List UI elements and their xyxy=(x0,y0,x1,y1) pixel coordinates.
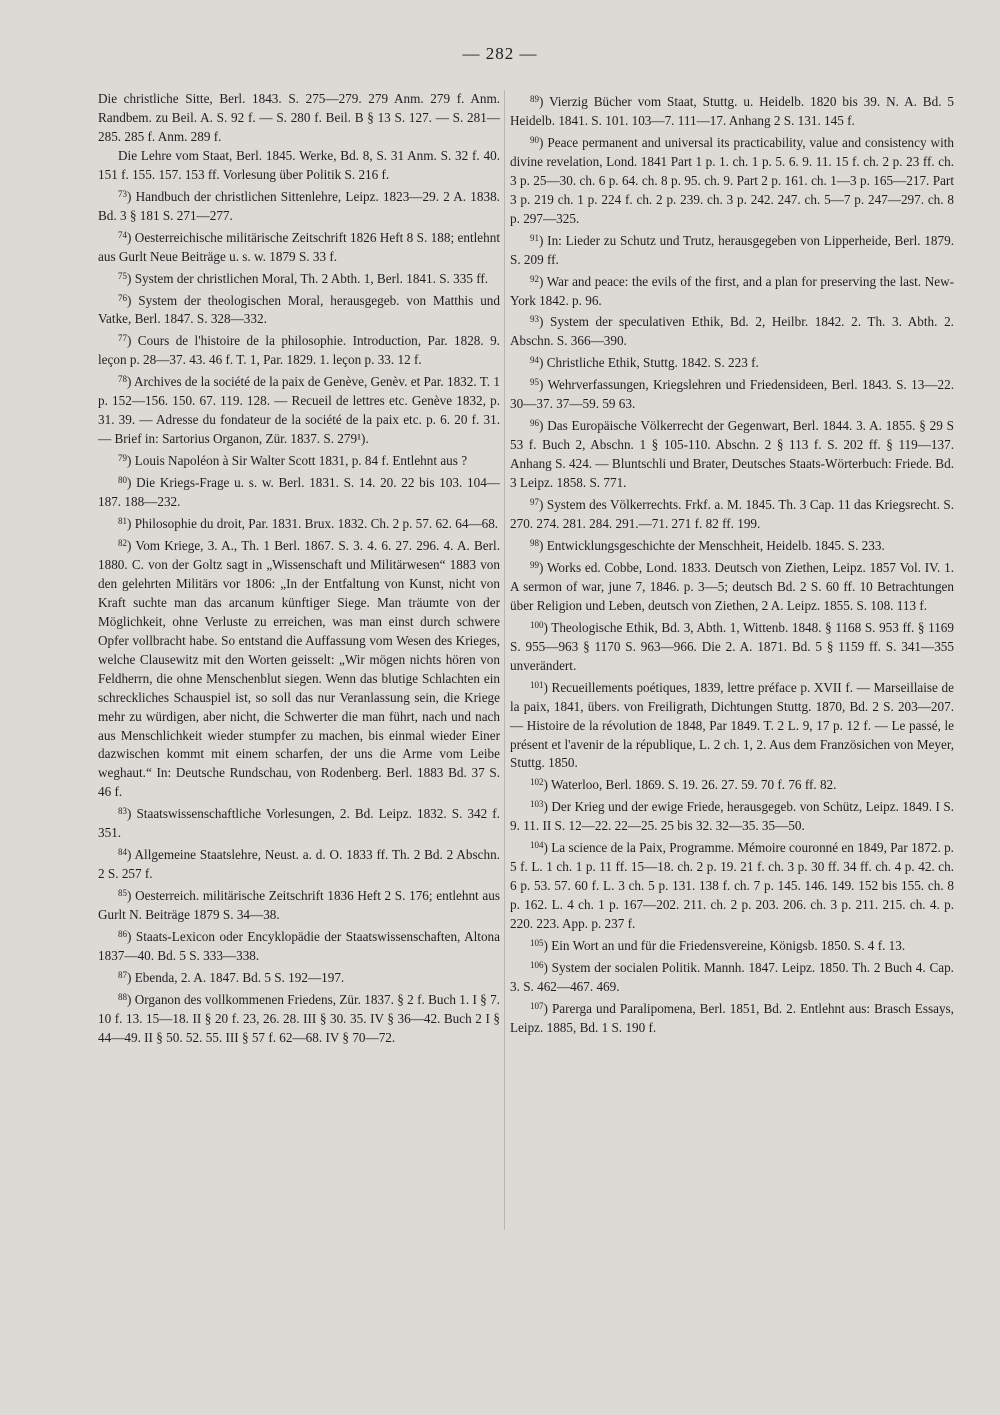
footnote-number: 102 xyxy=(530,777,544,788)
footnote-number: 76 xyxy=(118,292,127,303)
footnote-text: La science de la Paix, Programme. Mémoire couronné en 1849, Par 1872. p. 5 f. L. 1 ch. 1 p. 11 ff. 15—18. ch. 2 p. 19. 21 f. ch. 3 p. 30 ff. 34 ff. ch. 4 p. 42. ch. 6 p. 53. 57. 60 f. L. 3 ch. 5 p. 131. 138 f. ch. 7 p. 145. 146. 149. 152 bis 155. ch. 8 p. 162. L. 4 ch. 1 p. 167—202. 211. ch. 2 p. 203. 206. ch. 3 p. 211. 215. ch. 4. p. 220. 223. App. p. 237 f. xyxy=(510,840,954,932)
footnote: $^{83}$) Staatswissenschaftliche Vorlesungen, 2. Bd. Leipz. 1832. S. 342 f. 351. xyxy=(98,806,500,841)
footnote-text: Die Lehre vom Staat, Berl. 1845. Werke, Bd. 8, S. 31 Anm. S. 32 f. 40. 151 f. 155. 157. 153 ff. Vorlesung über Politik S. 216 f. xyxy=(98,147,500,182)
footnote: $^{73}$) Handbuch der christlichen Sittenlehre, Leipz. 1823—29. 2 A. 1838. Bd. 3 § 181 S. 271—277. xyxy=(98,188,500,223)
footnote-number: 74 xyxy=(118,229,127,240)
footnote-text: Louis Napoléon à Sir Walter Scott 1831, p. 84 f. Entlehnt aus ? xyxy=(134,453,468,469)
footnote-number: 73 xyxy=(118,188,127,199)
footnote-text: Theologische Ethik, Bd. 3, Abth. 1, Wittenb. 1848. § 1168 S. 953 ff. § 1169 S. 955—963 § 1170 S. 963—966. Die 2. A. 1871. Bd. 5 § 1159 ff. S. 341—355 unverändert. xyxy=(510,619,954,673)
footnote-text: Archives de la société de la paix de Genève, Genèv. et Par. 1832. T. 1 p. 152—156. 150. 67. 119. 128. — Recueil de lettres etc. Genève 1832, p. 31. 39. — Adresse du fondateur de la société de la paix etc. p. 6. 20 f. 31. — Brief in: Sartorius Organon, Zür. 1837. S. 279¹). xyxy=(98,374,500,447)
footnote: $^{106}$) System der socialen Politik. Mannh. 1847. Leipz. 1850. Th. 2 Buch 4. Cap. 3. S. 462—467. 469. xyxy=(510,959,954,994)
footnote-number: 105 xyxy=(530,938,544,949)
footnote-number: 99 xyxy=(530,559,539,570)
footnote-number: 87 xyxy=(118,969,127,980)
footnote-text: Works ed. Cobbe, Lond. 1833. Deutsch von Ziethen, Leipz. 1857 Vol. IV. 1. A sermon of war, june 7, 1846. p. 3—5; deutsch Bd. 2 S. 60 ff. 10 Betrachtungen über Religion und Leben, deutsch von Ziethen, 2 A. Leipz. 1855. S. 108. 113 f. xyxy=(510,559,954,613)
footnote-number: 96 xyxy=(530,418,539,429)
footnote: $^{77}$) Cours de l'histoire de la philosophie. Introduction, Par. 1828. 9. leçon p. 28—37. 43. 46 f. T. 1, Par. 1829. 1. leçon p. 33. 12 f. xyxy=(98,333,500,368)
footnote-number: 89 xyxy=(530,94,539,104)
footnote-number: 83 xyxy=(118,806,127,817)
footnote-text: Philosophie du droit, Par. 1831. Brux. 1832. Ch. 2 p. 57. 62. 64—68. xyxy=(134,516,499,532)
footnote: $^{103}$) Der Krieg und der ewige Friede, herausgegeb. von Schütz, Leipz. 1849. I S. 9. 11. II S. 12—22. 22—25. 25 bis 32. 32—35. 35—50. xyxy=(510,799,954,834)
footnote-text: Peace permanent and universal its practicability, value and consistency with divine revelation, Lond. 1841 Part 1 p. 1. ch. 1 p. 5. 6. 9. 11. 15 f. ch. 2 p. 23 ff. ch. 3 p. 25—30. ch. 6 p. 64. ch. 8 p. 95. ch. 9. Part 2 p. 161. ch. 1—3 p. 165—217. Part 3 p. 219 ch. 1 p. 224 f. ch. 2 p. 239. ch. 3 p. 242. 247. ch. 5—7 p. 247—297. ch. 8 p. 297—325. xyxy=(510,134,954,226)
footnote-number: 79 xyxy=(118,453,127,464)
footnote-number: 85 xyxy=(118,888,127,899)
footnote: $^{74}$) Oesterreichische militärische Zeitschrift 1826 Heft 8 S. 188; entlehnt aus Gurlt Neue Beiträge u. s. w. 1879 S. 33 f. xyxy=(98,229,500,264)
footnote-text: Ebenda, 2. A. 1847. Bd. 5 S. 192—197. xyxy=(134,969,345,985)
footnote-number: 78 xyxy=(118,374,127,385)
footnote-number: 104 xyxy=(530,840,544,851)
footnote-text: Recueillements poétiques, 1839, lettre préface p. XVII f. — Marseillaise de la paix, 1841, übers. von Freiligrath, Dichtungen Stuttg. 1870, Bd. 2 S. 203—207. — Histoire de la révolution de 1848, Par 1849. T. 2 L. 9, 17 p. 12 f. — Le passé, le présent et l'avenir de la république, L. 2 ch. 1, 2. Aus dem Französichen von Meyer, Stuttg. 1850. xyxy=(510,679,954,771)
footnote-text: Der Krieg und der ewige Friede, herausgegeb. von Schütz, Leipz. 1849. I S. 9. 11. II S. 12—22. 22—25. 25 bis 32. 32—35. 35—50. xyxy=(510,799,954,834)
left-column xyxy=(98,90,500,1048)
footnote-text: Christliche Ethik, Stuttg. 1842. S. 223 f. xyxy=(546,355,759,371)
footnote: $^{91}$) In: Lieder zu Schutz und Trutz, herausgegeben von Lipperheide, Berl. 1879. S. 209 ff. xyxy=(510,232,954,267)
footnote-number: 86 xyxy=(118,929,127,940)
footnote-number: 88 xyxy=(118,991,127,1002)
footnote-text: Wehrverfassungen, Kriegslehren und Friedensideen, Berl. 1843. S. 13—22. 30—37. 37—59. 59 63. xyxy=(510,377,954,412)
footnote-number: 100 xyxy=(530,619,544,630)
footnote-number: 95 xyxy=(530,377,539,388)
footnote-text: Staats-Lexicon oder Encyklopädie der Staatswissenschaften, Altona 1837—40. Bd. 5 S. 333—338. xyxy=(98,929,500,963)
footnote-text: System des Völkerrechts. Frkf. a. M. 1845. Th. 3 Cap. 11 das Kriegsrecht. S. 270. 274. 281. 284. 291.—71. 271 f. 82 ff. 199. xyxy=(510,497,954,532)
footnote-text: System der speculativen Ethik, Bd. 2, Heilbr. 1842. 2. Th. 3. Abth. 2. Abschn. S. 366—390. xyxy=(510,314,954,349)
footnote: $^{93}$) System der speculativen Ethik, Bd. 2, Heilbr. 1842. 2. Th. 3. Abth. 2. Abschn. S. 366—390. xyxy=(510,314,954,349)
footnote: $^{78}$) Archives de la société de la paix de Genève, Genèv. et Par. 1832. T. 1 p. 152—156. 150. 67. 119. 128. — Recueil de lettres etc. Genève 1832, p. 31. 39. — Adresse du fondateur de la société de la paix etc. p. 6. 20 f. 31. — Brief in: Sartorius Organon, Zür. 1837. S. 279¹). xyxy=(98,374,500,447)
footnote-number: 97 xyxy=(530,497,539,508)
footnote-text: System der christlichen Moral, Th. 2 Abth. 1, Berl. 1841. S. 335 ff. xyxy=(134,270,489,286)
footnote: $^{95}$) Wehrverfassungen, Kriegslehren und Friedensideen, Berl. 1843. S. 13—22. 30—37. 37—59. 59 63. xyxy=(510,377,954,412)
footnote: $^{94}$) Christliche Ethik, Stuttg. 1842. S. 223 f. xyxy=(530,355,759,371)
footnote: $^{101}$) Recueillements poétiques, 1839, lettre préface p. XVII f. — Marseillaise de la paix, 1841, übers. von Freiligrath, Dichtungen Stuttg. 1870, Bd. 2 S. 203—207. — Histoire de la révolution de 1848, Par 1849. T. 2 L. 9, 17 p. 12 f. — Le passé, le présent et l'avenir de la république, L. 2 ch. 1, 2. Aus dem Französichen von Meyer, Stuttg. 1850. xyxy=(510,679,954,771)
footnote: $^{79}$) Louis Napoléon à Sir Walter Scott 1831, p. 84 f. Entlehnt aus ? xyxy=(118,453,468,469)
footnote-text: Vom Kriege, 3. A., Th. 1 Berl. 1867. S. 3. 4. 6. 27. 296. 4. A. Berl. 1880. C. von der Goltz sagt in „Wissenschaft und Militärwesen“ 1883 von den gelehrten Militärs vor 1806: „In der Entfaltung von Kunst, nicht von Kraft suchte man das arcanum künftiger Siege. Man träumte von der Möglichkeit, ohne Verluste zu erreichen, was man einst durch schwere Opfer vollbracht habe. So entstand die Auffassung vom Wesen des Krieges, welche Clausewitz mit den Worten geisselt: „Wir mögen nichts hören von Feldherrn, die ohne Menschenblut siegen. Wenn das blutige Schlachten ein schreckliches Schauspiel ist, so soll das nur Veranlassung sein, die Kriege mehr zu würdigen, aber nicht, die Schwerter die man führt, nach und nach aus Menschlichkeit wieder stumpfer zu machen, bis einmal wieder Einer dazwischen kommt mit einem scharfen, der uns die Arme vom Leibe weghaut.“ In: Deutsche Rundschau, von Rodenberg. Berl. 1883 Bd. 37 S. 46 f. xyxy=(98,537,500,800)
footnote-text: Handbuch der christlichen Sittenlehre, Leipz. 1823—29. 2 A. 1838. Bd. 3 § 181 S. 271—277. xyxy=(98,188,500,223)
footnote-text: Allgemeine Staatslehre, Neust. a. d. O. 1833 ff. Th. 2 Bd. 2 Abschn. 2 S. 257 f. xyxy=(98,847,500,882)
footnote: $^{92}$) War and peace: the evils of the first, and a plan for preserving the last. New-York 1842. p. 96. xyxy=(510,273,954,308)
footnote-number: 84 xyxy=(118,847,127,858)
footnote-text: System der theologischen Moral, herausgegeb. von Matthis und Vatke, Berl. 1847. S. 328—332. xyxy=(98,292,500,327)
footnote: $^{89}$) Vierzig Bücher vom Staat, Stuttg. u. Heidelb. 1820 bis 39. N. A. Bd. 5 Heidelb. 1841. S. 101. 103—7. 111—17. Anhang 2 S. 131. 145 f. xyxy=(510,94,954,128)
footnote-text: Waterloo, Berl. 1869. S. 19. 26. 27. 59. 70 f. 76 ff. 82. xyxy=(550,777,837,793)
footnote: $^{82}$) Vom Kriege, 3. A., Th. 1 Berl. 1867. S. 3. 4. 6. 27. 296. 4. A. Berl. 1880. C. von der Goltz sagt in „Wissenschaft und Militärwesen“ 1883 von den gelehrten Militärs vor 1806: „In der Entfaltung von Kunst, nicht von Kraft suchte man das arcanum künftiger Siege. Man träumte von der Möglichkeit, ohne Verluste zu erreichen, was man einst durch schwere Opfer vollbracht habe. So entstand die Auffassung vom Wesen des Krieges, welche Clausewitz mit den Worten geisselt: „Wir mögen nichts hören von Feldherrn, die ohne Menschenblut siegen. Wenn das blutige Schlachten ein schreckliches Schauspiel ist, so soll das nur Veranlassung sein, die Kriege mehr zu würdigen, aber nicht, die Schwerter die man führt, nach und nach aus Menschlichkeit wieder stumpfer zu machen, bis einmal wieder Einer dazwischen kommt mit einem scharfen, der uns die Arme vom Leibe weghaut.“ In: Deutsche Rundschau, von Rodenberg. Berl. 1883 Bd. 37 S. 46 f. xyxy=(98,537,500,800)
footnote-number: 103 xyxy=(530,799,544,810)
footnote: $^{76}$) System der theologischen Moral, herausgegeb. von Matthis und Vatke, Berl. 1847. S. 328—332. xyxy=(98,292,500,327)
footnote-text: Parerga und Paralipomena, Berl. 1851, Bd. 2. Entlehnt aus: Brasch Essays, Leipz. 1885, Bd. 1 S. 190 f. xyxy=(510,1000,954,1035)
footnote-text: System der socialen Politik. Mannh. 1847. Leipz. 1850. Th. 2 Buch 4. Cap. 3. S. 462—467. 469. xyxy=(510,959,954,994)
footnote-text: Cours de l'histoire de la philosophie. Introduction, Par. 1828. 9. leçon p. 28—37. 43. 46 f. T. 1, Par. 1829. 1. leçon p. 33. 12 f. xyxy=(98,333,500,368)
footnote: $^{90}$) Peace permanent and universal its practicability, value and consistency with divine revelation, Lond. 1841 Part 1 p. 1. ch. 1 p. 5. 6. 9. 11. 15 f. ch. 2 p. 23 ff. ch. 3 p. 25—30. ch. 6 p. 64. ch. 8 p. 95. ch. 9. Part 2 p. 161. ch. 1—3 p. 165—217. Part 3 p. 219 ch. 1 p. 224 f. ch. 2 p. 239. ch. 3 p. 242. 247. ch. 5—7 p. 247—297. ch. 8 p. 297—325. xyxy=(510,134,954,226)
footnote-text: Vierzig Bücher vom Staat, Stuttg. u. Heidelb. 1820 bis 39. N. A. Bd. 5 Heidelb. 1841. S. 101. 103—7. 111—17. Anhang 2 S. 131. 145 f. xyxy=(510,94,954,128)
footnote-text: Die christliche Sitte, Berl. 1843. S. 275—279. 279 Anm. 279 f. Anm. Randbem. zu Beil. A. S. 92 f. — S. 280 f. Beil. B § 13 S. 127. — S. 281—285. 285 f. Anm. 289 f. xyxy=(98,91,500,144)
footnote-text: War and peace: the evils of the first, and a plan for preserving the last. New-York 1842. p. 96. xyxy=(510,273,954,308)
footnote-text: Oesterreichische militärische Zeitschrift 1826 Heft 8 S. 188; entlehnt aus Gurlt Neue Beiträge u. s. w. 1879 S. 33 f. xyxy=(98,229,500,264)
footnote: $^{86}$) Staats-Lexicon oder Encyklopädie der Staatswissenschaften, Altona 1837—40. Bd. 5 S. 333—338. xyxy=(98,929,500,963)
footnote: $^{87}$) Ebenda, 2. A. 1847. Bd. 5 S. 192—197. xyxy=(118,969,345,985)
footnote-number: 98 xyxy=(530,537,539,548)
column-divider xyxy=(504,90,505,1230)
footnote-text: Ein Wort an und für die Friedensvereine, Königsb. 1850. S. 4 f. 13. xyxy=(551,938,906,954)
footnote-text: Staatswissenschaftliche Vorlesungen, 2. Bd. Leipz. 1832. S. 342 f. 351. xyxy=(98,806,500,841)
footnote: $^{98}$) Entwicklungsgeschichte der Menschheit, Heidelb. 1845. S. 233. xyxy=(530,537,885,553)
footnote-number: 81 xyxy=(118,516,127,527)
footnote: $^{104}$) La science de la Paix, Programme. Mémoire couronné en 1849, Par 1872. p. 5 f. L. 1 ch. 1 p. 11 ff. 15—18. ch. 2 p. 19. 21 f. ch. 3 p. 30 ff. 34 ff. ch. 4 p. 42. ch. 6 p. 53. 57. 60 f. L. 3 ch. 5 p. 131. 138 f. ch. 7 p. 145. 146. 149. 152 bis 155. ch. 8 p. 162. L. 4 ch. 1 p. 167—202. 211. ch. 2 p. 203. 206. ch. 3 p. 211. 215. ch. 4. p. 220. 223. App. p. 237 f. xyxy=(510,840,954,932)
footnote-number: 82 xyxy=(118,537,127,548)
footnote-number: 107 xyxy=(530,1000,544,1011)
footnote: $^{96}$) Das Europäische Völkerrecht der Gegenwart, Berl. 1844. 3. A. 1855. § 29 S 53 f. Buch 2, Abschn. 1 § 105-110. Abschn. 2 § 113 f. S. 202 ff. § 119—137. Anhang S. 424. — Bluntschli und Brater, Deutsches Staats-Wörterbuch: Friede. Bd. 3 Leipz. 1858. S. 771. xyxy=(510,418,954,491)
footnote-text: In: Lieder zu Schutz und Trutz, herausgegeben von Lipperheide, Berl. 1879. S. 209 ff. xyxy=(510,232,954,267)
footnote xyxy=(98,90,500,147)
footnote: $^{102}$) Waterloo, Berl. 1869. S. 19. 26. 27. 59. 70 f. 76 ff. 82. xyxy=(530,777,837,793)
footnote-number: 101 xyxy=(530,679,544,690)
footnote-text: Organon des vollkommenen Friedens, Zür. 1837. § 2 f. Buch 1. I § 7. 10 f. 13. 15—18. II § 20 f. 23, 26. 28. III § 30. 35. IV § 36—42. Buch 2 I § 44—49. II § 50. 52. 55. III § 57 f. 62—68. IV § 70—72. xyxy=(98,991,500,1045)
footnote-number: 94 xyxy=(530,355,539,366)
footnote: $^{75}$) System der christlichen Moral, Th. 2 Abth. 1, Berl. 1841. S. 335 ff. xyxy=(118,270,489,286)
footnote: $^{99}$) Works ed. Cobbe, Lond. 1833. Deutsch von Ziethen, Leipz. 1857 Vol. IV. 1. A sermon of war, june 7, 1846. p. 3—5; deutsch Bd. 2 S. 60 ff. 10 Betrachtungen über Religion und Leben, deutsch von Ziethen, 2 A. Leipz. 1855. S. 108. 113 f. xyxy=(510,559,954,613)
footnote-number: 75 xyxy=(118,270,127,281)
footnote: $^{88}$) Organon des vollkommenen Friedens, Zür. 1837. § 2 f. Buch 1. I § 7. 10 f. 13. 15—18. II § 20 f. 23, 26. 28. III § 30. 35. IV § 36—42. Buch 2 I § 44—49. II § 50. 52. 55. III § 57 f. 62—68. IV § 70—72. xyxy=(98,991,500,1045)
footnote: $^{84}$) Allgemeine Staatslehre, Neust. a. d. O. 1833 ff. Th. 2 Bd. 2 Abschn. 2 S. 257 f. xyxy=(98,847,500,882)
footnote: $^{107}$) Parerga und Paralipomena, Berl. 1851, Bd. 2. Entlehnt aus: Brasch Essays, Leipz. 1885, Bd. 1 S. 190 f. xyxy=(510,1000,954,1035)
page-number: — 282 — xyxy=(462,44,538,63)
footnote: $^{105}$) Ein Wort an und für die Friedensvereine, Königsb. 1850. S. 4 f. 13. xyxy=(530,938,906,954)
footnote: $^{85}$) Oesterreich. militärische Zeitschrift 1836 Heft 2 S. 176; entlehnt aus Gurlt N. Beiträge 1879 S. 34—38. xyxy=(98,888,500,923)
footnote-text: Die Kriegs-Frage u. s. w. Berl. 1831. S. 14. 20. 22 bis 103. 104—187. 188—232. xyxy=(98,475,500,510)
footnote: $^{97}$) System des Völkerrechts. Frkf. a. M. 1845. Th. 3 Cap. 11 das Kriegsrecht. S. 270. 274. 281. 284. 291.—71. 271 f. 82 ff. 199. xyxy=(510,497,954,532)
footnote-number: 90 xyxy=(530,134,539,145)
footnote-text: Entwicklungsgeschichte der Menschheit, Heidelb. 1845. S. 233. xyxy=(546,537,885,553)
footnote-text: Oesterreich. militärische Zeitschrift 1836 Heft 2 S. 176; entlehnt aus Gurlt N. Beiträge 1879 S. 34—38. xyxy=(98,888,500,923)
footnote: $^{80}$) Die Kriegs-Frage u. s. w. Berl. 1831. S. 14. 20. 22 bis 103. 104—187. 188—232. xyxy=(98,475,500,510)
footnote: $^{100}$) Theologische Ethik, Bd. 3, Abth. 1, Wittenb. 1848. § 1168 S. 953 ff. § 1169 S. 955—963 § 1170 S. 963—966. Die 2. A. 1871. Bd. 5 § 1159 ff. S. 341—355 unverändert. xyxy=(510,619,954,673)
footnote-number: 92 xyxy=(530,273,539,284)
footnote-number: 77 xyxy=(118,333,127,344)
footnote-text: Das Europäische Völkerrecht der Gegenwart, Berl. 1844. 3. A. 1855. § 29 S 53 f. Buch 2, Abschn. 1 § 105-110. Abschn. 2 § 113 f. S. 202 ff. § 119—137. Anhang S. 424. — Bluntschli und Brater, Deutsches Staats-Wörterbuch: Friede. Bd. 3 Leipz. 1858. S. 771. xyxy=(510,418,954,491)
footnote-number: 80 xyxy=(118,475,127,486)
footnote: $^{81}$) Philosophie du droit, Par. 1831. Brux. 1832. Ch. 2 p. 57. 62. 64—68. xyxy=(118,516,499,532)
footnote-number: 91 xyxy=(530,232,539,243)
footnote xyxy=(98,147,500,185)
footnote-number: 93 xyxy=(530,314,539,325)
footnote-number: 106 xyxy=(530,959,544,970)
right-column xyxy=(510,90,954,1038)
